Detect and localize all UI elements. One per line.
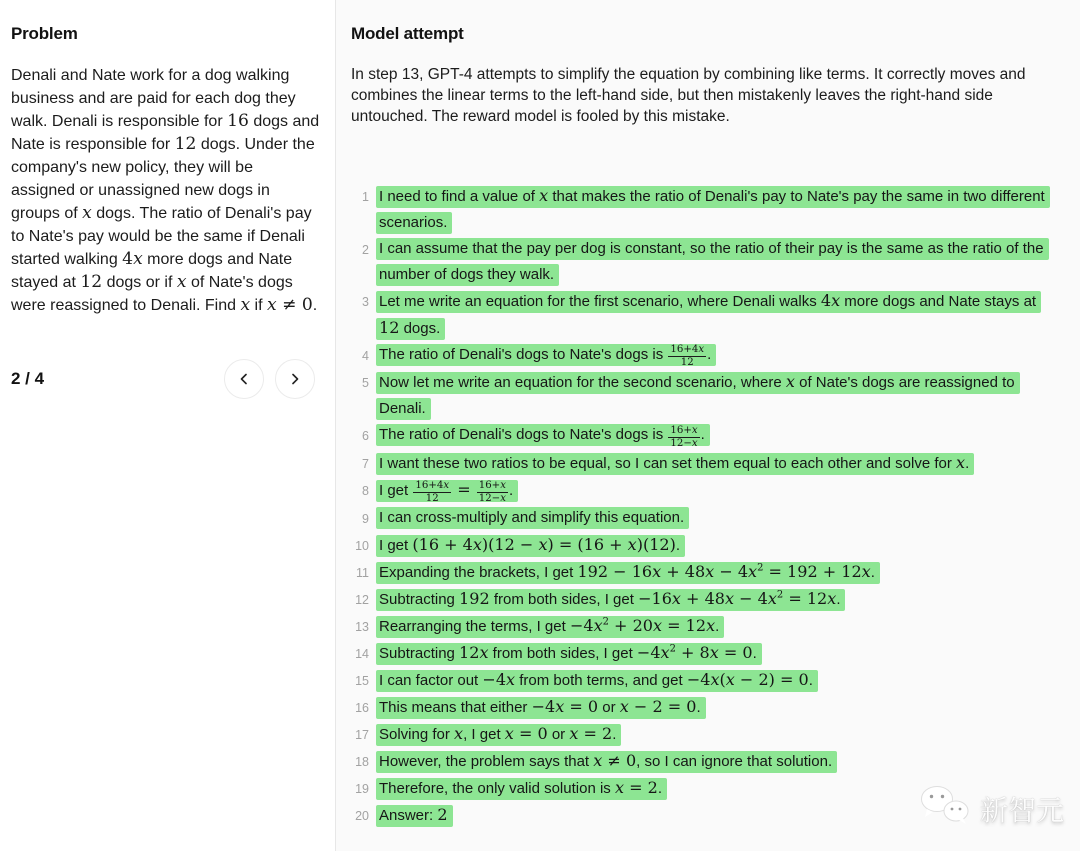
math-expression: 16	[227, 111, 249, 131]
math-expression: $-4x^2 + 8x = 0$	[636, 643, 753, 663]
math-expression: x = 0	[504, 724, 548, 744]
step-row	[351, 342, 1050, 369]
next-page-button[interactable]	[275, 359, 315, 399]
step-number: 15	[355, 674, 369, 689]
step-number: 7	[362, 456, 369, 471]
model-attempt-description: In step 13, GPT-4 attempts to simplify the equation by combining like terms. It correctly moves and combines the linear terms to the left-hand side, but then mistakenly leaves the right-hand side untouched. The reward model is fooled by this mistake.	[351, 66, 1026, 125]
step-highlight: I can factor out −4x from both terms, and get −4x(x − 2) = 0.	[376, 670, 818, 692]
math-expression: 12x	[459, 643, 489, 663]
math-expression: 4x	[122, 249, 143, 269]
step-text	[376, 775, 667, 802]
math-expression: x = 2	[614, 778, 658, 798]
step-highlight: Answer: 2	[376, 805, 453, 827]
step-row	[351, 694, 1050, 721]
step-text	[376, 802, 453, 829]
step-text	[376, 559, 880, 586]
math-fraction: $\frac{16+x}{12-x}$	[670, 424, 698, 449]
step-text	[376, 532, 685, 559]
step-row	[351, 613, 1050, 640]
step-number: 4	[362, 349, 369, 363]
step-highlight: Now let me write an equation for the second scenario, where x of Nate's dogs are reassigned to Denali.	[376, 372, 1020, 420]
step-number: 5	[362, 376, 369, 391]
step-row	[351, 505, 1050, 532]
step-highlight: I need to find a value of x that makes the ratio of Denali's pay to Nate's pay the same in two different scenarios.	[376, 186, 1050, 234]
step-highlight: This means that either −4x = 0 or x − 2 = 0.	[376, 697, 706, 719]
math-expression: −4x = 0	[531, 697, 599, 717]
step-number: 10	[355, 539, 369, 554]
step-number: 13	[355, 620, 369, 635]
step-number: 9	[362, 512, 369, 527]
step-row	[351, 586, 1050, 613]
step-highlight: I get (16 + 4x)(12 − x) = (16 + x)(12).	[376, 535, 685, 557]
step-highlight: Rearranging the terms, I get $-4x^2 + 20x = 12x$.	[376, 616, 724, 638]
math-expression: 12	[379, 318, 400, 337]
math-expression: =	[452, 479, 476, 499]
math-expression: −4x	[482, 670, 516, 690]
step-number: 12	[355, 593, 369, 608]
step-number: 6	[362, 429, 369, 444]
math-expression: 2	[437, 805, 448, 825]
step-number: 11	[356, 566, 369, 581]
step-highlight: Subtracting 12x from both sides, I get $-4x^2 + 8x = 0$.	[376, 643, 762, 665]
chevron-right-icon	[288, 372, 302, 386]
math-expression: x	[956, 452, 966, 472]
math-expression: x	[82, 203, 92, 223]
step-row	[351, 369, 1050, 422]
step-highlight: I want these two ratios to be equal, so I can set them equal to each other and solve for x.	[376, 453, 974, 475]
step-text	[376, 369, 1050, 422]
math-expression: x = 2	[569, 724, 613, 744]
math-expression: (16 + 4x)(12 − x) = (16 + x)(12)	[412, 535, 676, 555]
step-number: 2	[362, 243, 369, 257]
step-number: 17	[355, 728, 369, 743]
step-number: 3	[362, 295, 369, 309]
step-number: 20	[355, 809, 369, 824]
step-text	[376, 183, 1050, 236]
model-attempt-panel	[336, 0, 1080, 851]
step-highlight: I can assume that the pay per dog is constant, so the ratio of their pay is the same as the ratio of the number of dogs they walk.	[376, 238, 1049, 286]
step-highlight: The ratio of Denali's dogs to Nate's dogs is $\frac{16+4x}{12}$ .	[376, 344, 716, 366]
step-highlight: Let me write an equation for the first scenario, where Denali walks 4x more dogs and Nate stays at 12 dogs.	[376, 291, 1041, 340]
math-expression: $192 - 16x + 48x - 4x^2 = 192 + 12x$	[577, 562, 871, 582]
step-text	[376, 422, 710, 449]
step-row	[351, 559, 1050, 586]
math-expression: x	[240, 295, 251, 315]
step-row	[351, 236, 1050, 288]
step-row	[351, 422, 1050, 449]
math-fraction: $\frac{16+4x}{12}$	[415, 479, 450, 504]
step-highlight: Solving for x, I get x = 0 or x = 2.	[376, 724, 621, 746]
step-number: 19	[355, 782, 369, 797]
step-text	[376, 640, 762, 667]
math-expression: x	[539, 186, 549, 205]
step-highlight: Therefore, the only valid solution is x = 2.	[376, 778, 667, 800]
step-text	[376, 748, 837, 775]
step-text	[376, 505, 689, 532]
step-row	[351, 183, 1050, 236]
step-text	[376, 288, 1050, 342]
step-row	[351, 477, 1050, 505]
math-fraction: $\frac{16+4x}{12}$	[670, 344, 705, 369]
step-row	[351, 640, 1050, 667]
step-highlight: The ratio of Denali's dogs to Nate's dogs is $\frac{16+x}{12-x}$ .	[376, 424, 710, 446]
math-expression: $-4x^2 + 20x = 12x$	[569, 616, 716, 636]
step-row	[351, 721, 1050, 748]
step-text	[376, 613, 724, 640]
model-attempt-title: Model attempt	[351, 24, 464, 43]
step-row	[351, 802, 1050, 829]
math-expression: x	[176, 272, 187, 292]
math-expression: x ≠ 0	[267, 295, 313, 315]
problem-text: Denali and Nate work for a dog walking business and are paid for each dog they walk. Denali is responsible for 16 dogs and Nate is responsible for 12 dogs. Under the company's new policy, they will be assigned or unassigned new dogs in groups of x dogs. The ratio of Denali's pay to Nate's pay would be the same if Denali started walking 4x more dogs and Nate stayed at 12 dogs or if x of Nate's dogs were reassigned to Denali. Find x if x ≠ 0.	[11, 67, 320, 315]
step-number: 8	[362, 483, 369, 498]
step-number: 16	[355, 701, 369, 716]
math-expression: 192	[459, 589, 490, 609]
page-indicator: 2 / 4	[11, 369, 45, 388]
step-row	[351, 450, 1050, 477]
problem-panel	[0, 0, 336, 851]
math-expression: 12	[80, 272, 103, 292]
step-row	[351, 775, 1050, 802]
math-expression: x	[454, 724, 464, 744]
step-row	[351, 532, 1050, 559]
step-text	[376, 586, 845, 613]
math-expression: $-16x + 48x - 4x^2 = 12x$	[638, 589, 837, 609]
problem-title: Problem	[11, 24, 78, 43]
watermark-text: 新智元	[979, 794, 1064, 826]
math-expression: x ≠ 0	[593, 751, 637, 771]
step-row	[351, 288, 1050, 342]
step-highlight: Expanding the brackets, I get $192 - 16x + 48x - 4x^2 = 192 + 12x$.	[376, 562, 880, 584]
step-text	[376, 721, 621, 748]
prev-page-button[interactable]	[224, 359, 264, 399]
step-text	[376, 450, 974, 477]
step-number: 14	[355, 647, 369, 662]
math-fraction: $\frac{16+x}{12-x}$	[478, 479, 506, 504]
step-text	[376, 342, 716, 369]
step-text	[376, 694, 706, 721]
step-highlight: Subtracting 192 from both sides, I get $-16x + 48x - 4x^2 = 12x$.	[376, 589, 845, 611]
math-expression: x	[785, 372, 795, 392]
step-highlight: However, the problem says that x ≠ 0, so I can ignore that solution.	[376, 751, 837, 773]
pagination-buttons	[224, 359, 315, 399]
step-highlight: I can cross-multiply and simplify this equation.	[376, 507, 689, 529]
step-text	[376, 236, 1050, 288]
step-text	[376, 667, 818, 694]
math-expression: x − 2 = 0	[619, 697, 697, 717]
step-number: 1	[362, 190, 369, 204]
pagination	[11, 359, 321, 399]
chevron-left-icon	[237, 372, 251, 386]
math-expression: 12	[174, 134, 197, 154]
step-text	[376, 477, 518, 505]
math-expression: 4x	[820, 291, 841, 310]
math-expression: −4x(x − 2) = 0	[686, 670, 809, 690]
step-row	[351, 667, 1050, 694]
step-highlight: I get $\frac{16+4x}{12}$ = $\frac{16+x}{12-x}$ .	[376, 480, 518, 502]
steps-list	[351, 183, 1050, 829]
step-number: 18	[355, 755, 369, 770]
step-row	[351, 748, 1050, 775]
